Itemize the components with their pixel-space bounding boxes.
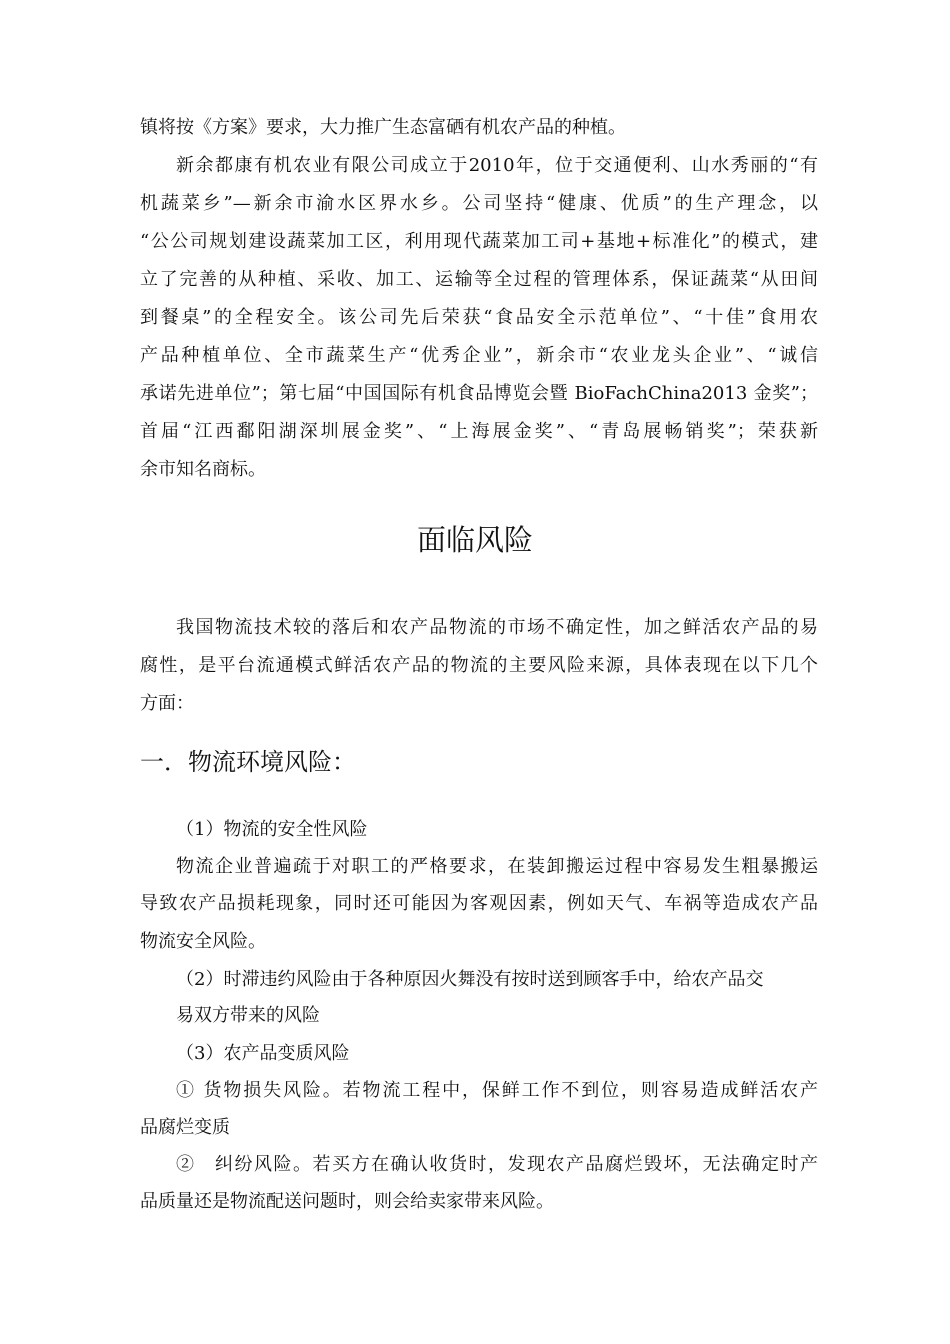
paragraph-risk-intro-line: 腐性，是平台流通模式鲜活农产品的物流的主要风险来源，具体表现在以下几个 [140, 655, 818, 676]
item-1-body-line: 物流企业普遍疏于对职工的严格要求，在装卸搬运过程中容易发生粗暴搬运 [176, 856, 818, 877]
item-3-sub1-line: 品腐烂变质 [140, 1117, 230, 1138]
paragraph-company-line: 新余都康有机农业有限公司成立于2010年，位于交通便利、山水秀丽的“有 [176, 155, 818, 176]
paragraph-company-line: 余市知名商标。 [140, 459, 266, 480]
paragraph-risk-intro-line: 方面： [140, 693, 194, 714]
item-1-body-line: 物流安全风险。 [140, 931, 266, 952]
paragraph-company-line: 首届“江西鄱阳湖深圳展金奖”、“上海展金奖”、“青岛展畅销奖”；荣获新 [140, 421, 818, 442]
item-2-line: 易双方带来的风险 [176, 1005, 320, 1026]
paragraph-company-line: 立了完善的从种植、采收、加工、运输等全过程的管理体系，保证蔬菜“从田间 [140, 269, 818, 290]
paragraph-company-line: “公公司规划建设蔬菜加工区，利用现代蔬菜加工司+基地+标准化”的模式，建 [140, 231, 818, 252]
heading-logistics-environment-risk: 一．物流环境风险： [140, 748, 356, 776]
paragraph-company-line: 产品种植单位、全市蔬菜生产“优秀企业”，新余市“农业龙头企业”、“诚信 [140, 345, 818, 366]
paragraph-company-line: 承诺先进单位”；第七届“中国国际有机食品博览会暨 BioFachChina2013 金奖”； [140, 383, 818, 404]
section-title: 面临风险 [416, 523, 533, 557]
item-3-sub2-line: 品质量还是物流配送问题时，则会给卖家带来风险。 [140, 1191, 554, 1212]
item-3-title: （3）农产品变质风险 [176, 1043, 350, 1064]
paragraph-risk-intro-line: 我国物流技术较的落后和农产品物流的市场不确定性，加之鲜活农产品的易 [176, 617, 818, 638]
item-1-title: （1）物流的安全性风险 [176, 819, 368, 840]
item-2-line: （2）时滞违约风险由于各种原因火舞没有按时送到顾客手中，给农产品交 [176, 969, 764, 990]
paragraph-company-line: 到餐桌”的全程安全。该公司先后荣获“食品安全示范单位”、“十佳”食用农 [140, 307, 818, 328]
item-3-sub1-line: ① 货物损失风险。若物流工程中，保鲜工作不到位，则容易造成鲜活农产 [176, 1080, 818, 1101]
paragraph-company-line: 机蔬菜乡”—新余市渝水区界水乡。公司坚持“健康、优质”的生产理念，以 [140, 193, 818, 214]
item-1-body-line: 导致农产品损耗现象，同时还可能因为客观因素，例如天气、车祸等造成农产品 [140, 893, 818, 914]
item-3-sub2-line: ② 纠纷风险。若买方在确认收货时，发现农产品腐烂毁坏，无法确定时产 [176, 1154, 818, 1175]
paragraph-intro-line: 镇将按《方案》要求，大力推广生态富硒有机农产品的种植。 [140, 117, 626, 138]
